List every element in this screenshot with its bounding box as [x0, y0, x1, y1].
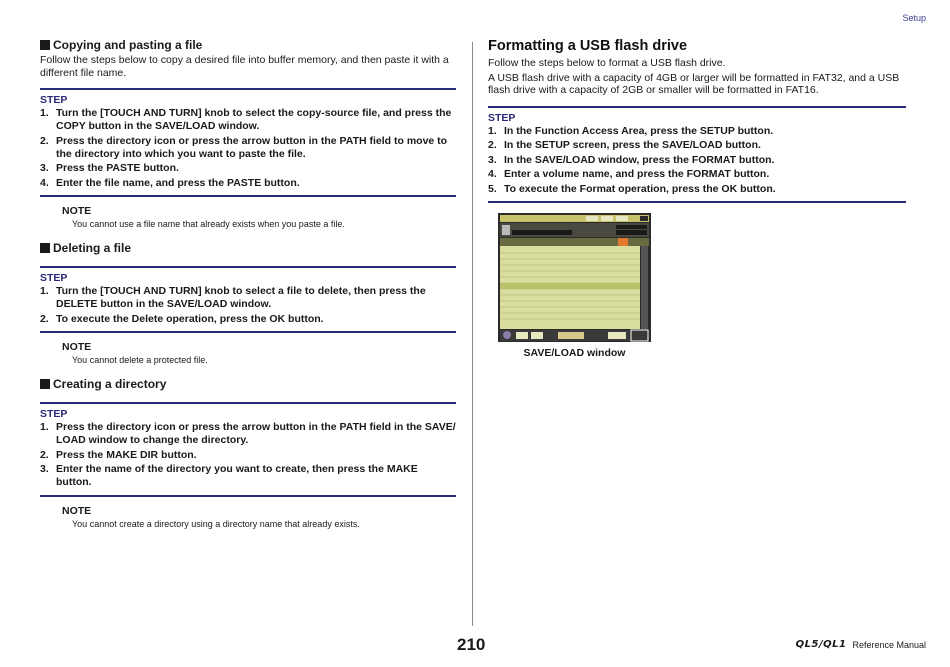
format-step-list [488, 125, 906, 196]
delete-step-list [40, 285, 456, 326]
list-item: 4. Enter a volume name, and press the FORMAT button. [488, 168, 770, 180]
note-label: NOTE [62, 504, 92, 517]
list-item: 4. Enter the file name, and press the PASTE button. [40, 176, 300, 189]
list-item: 3. Press the PASTE button. [40, 162, 179, 174]
list-item: 1. Press the directory icon or press the arrow button in the PATH field in the SAVE/ LOAD window to change the directory. [40, 421, 456, 446]
mkdir-note [62, 505, 456, 529]
create-directory-heading: Creating a directory [40, 377, 456, 391]
mkdir-step-list [40, 421, 456, 489]
list-item: 3. In the SAVE/LOAD window, press the FORMAT button. [488, 153, 775, 166]
save-load-window-illustration [498, 213, 651, 342]
list-item: 2. In the SETUP screen, press the SAVE/LOAD button. [488, 139, 761, 151]
footer-brand [796, 639, 926, 650]
note-text: You cannot create a directory using a directory name that already exists. [72, 518, 360, 529]
copy-paste-heading: Copying and pasting a file [40, 38, 456, 52]
step-rule-bottom [40, 495, 456, 497]
copy-paste-intro: Follow the steps below to copy a desired file into buffer memory, and then paste it with a different file name. [40, 54, 449, 79]
left-column [40, 38, 456, 529]
list-item: 5. To execute the Format operation, press the OK button. [488, 182, 776, 195]
step-rule-bottom [488, 201, 906, 203]
copy-step-list [40, 107, 456, 190]
step-label: STEP [40, 94, 68, 106]
delete-step-block [40, 268, 456, 331]
format-intro-detail: A USB flash drive with a capacity of 4GB or larger will be formatted in FAT32, and a USB flash drive with a capacity of 2GB or smaller will be formatted in FAT16. [488, 71, 900, 96]
step-rule-bottom [40, 331, 456, 333]
screenshot-caption: SAVE/LOAD window [523, 347, 626, 359]
format-intro: Follow the steps below to format a USB flash drive. [488, 57, 726, 69]
note-text: You cannot use a file name that already exists when you paste a file. [72, 219, 345, 229]
list-item: 2. Press the MAKE DIR button. [40, 448, 197, 461]
save-load-window-screenshot [498, 213, 651, 342]
step-label: STEP [488, 111, 516, 124]
copy-step-block [40, 90, 456, 195]
step-label: STEP [40, 408, 68, 420]
copy-note [62, 205, 456, 229]
section-header: Setup [902, 13, 926, 23]
step-rule-bottom [40, 195, 456, 197]
column-divider [472, 42, 473, 626]
note-label: NOTE [62, 205, 92, 217]
list-item: 1. In the Function Access Area, press the SETUP button. [488, 124, 774, 137]
square-bullet-icon [40, 40, 50, 50]
mkdir-step-block [40, 404, 456, 495]
format-usb-heading: Formatting a USB flash drive [488, 38, 688, 54]
delete-heading: Deleting a file [40, 241, 456, 255]
manual-title: Reference Manual [852, 639, 926, 650]
list-item: 1. Turn the [TOUCH AND TURN] knob to select a file to delete, then press the DELETE button in the SAVE/LOAD window. [40, 285, 426, 310]
product-logo: QL5/QL1 [795, 639, 847, 650]
square-bullet-icon [40, 243, 50, 253]
note-label: NOTE [62, 341, 92, 353]
list-item: 3. Enter the name of the directory you want to create, then press the MAKE button. [40, 463, 418, 488]
format-step-block [488, 108, 906, 202]
list-item: 2. To execute the Delete operation, press the OK button. [40, 312, 324, 325]
right-column [488, 38, 906, 203]
list-item: 1. Turn the [TOUCH AND TURN] knob to select the copy-source file, and press the COPY button in the SAVE/LOAD window. [40, 107, 452, 132]
delete-note [62, 341, 456, 365]
step-label: STEP [40, 272, 68, 284]
list-item: 2. Press the directory icon or press the arrow button in the PATH field to move to the directory into which you want to paste the file. [40, 134, 448, 160]
page-number: 210 [457, 635, 486, 654]
note-text: You cannot delete a protected file. [72, 355, 208, 365]
square-bullet-icon [40, 379, 50, 389]
